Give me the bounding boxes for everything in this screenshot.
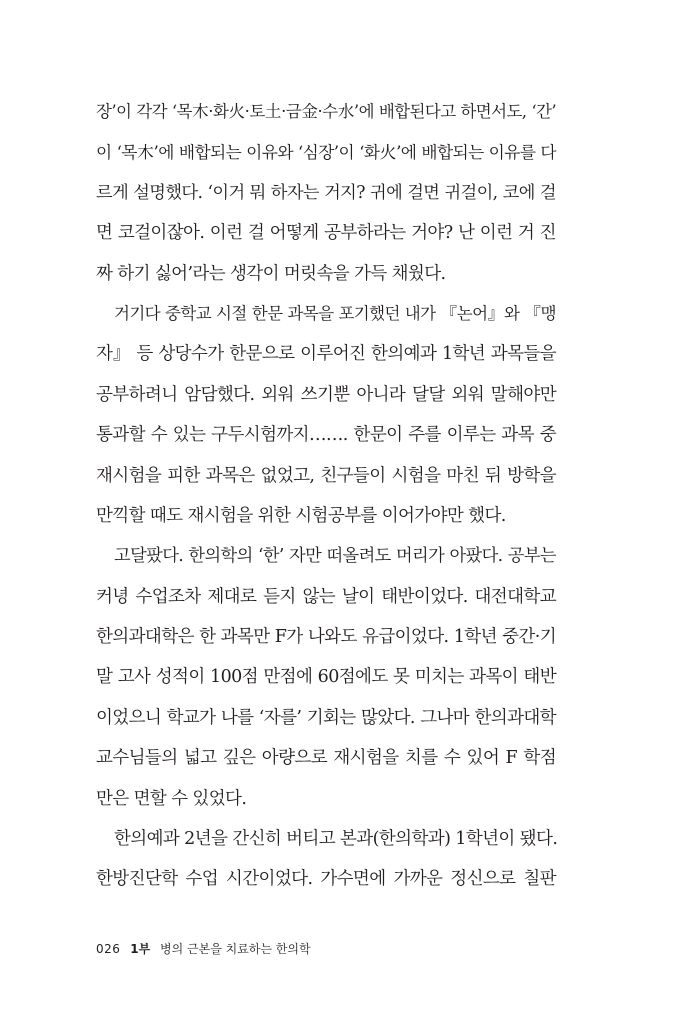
body-text — [96, 92, 556, 900]
paragraph — [96, 819, 556, 900]
text-line: 면 코걸이잖아. 이런 걸 어떻게 공부하라는 거야? 난 이런 거 진 — [96, 223, 556, 244]
page-footer — [96, 940, 311, 957]
text-line: 말 고사 성적이 100점 만점에 60점에도 못 미치는 과목이 태반 — [96, 667, 556, 688]
paragraph — [96, 536, 556, 819]
text-line: 만끽할 때도 재시험을 위한 시험공부를 이어가야만 했다. — [96, 505, 506, 526]
text-line: 교수님들의 넓고 깊은 아량으로 재시험을 치를 수 있어 F 학점 — [96, 748, 556, 769]
running-title: 병의 근본을 치료하는 한의학 — [160, 942, 311, 956]
text-line: 짜 하기 싫어’라는 생각이 머릿속을 가득 채웠다. — [96, 263, 446, 284]
text-line: 이 ‘목木’에 배합되는 이유와 ‘심장’이 ‘화火’에 배합되는 이유를 다 — [96, 142, 556, 163]
text-line: 한의예과 2년을 간신히 버티고 본과(한의학과) 1학년이 됐다. — [114, 829, 558, 850]
text-line: 르게 설명했다. ‘이거 뭐 하자는 거지? 귀에 걸면 귀걸이, 코에 걸 — [96, 182, 556, 203]
text-line: 커녕 수업조차 제대로 듣지 않는 날이 태반이었다. 대전대학교 — [96, 586, 556, 607]
text-line: 한의과대학은 한 과목만 F가 나와도 유급이었다. 1학년 중간·기 — [96, 627, 556, 648]
text-line: 이었으니 학교가 나를 ‘자를’ 기회는 많았다. 그나마 한의과대학 — [96, 707, 556, 728]
text-line: 만은 면할 수 있었다. — [96, 788, 247, 809]
text-line: 거기다 중학교 시절 한문 과목을 포기했던 내가 『논어』와 『맹 — [114, 303, 556, 323]
text-line: 공부하려니 암담했다. 외워 쓰기뿐 아니라 달달 외워 말해야만 — [96, 384, 556, 405]
paragraph — [96, 92, 556, 294]
text-line: 한방진단학 수업 시간이었다. 가수면에 가까운 정신으로 칠판 — [96, 869, 556, 890]
paragraph — [96, 294, 556, 536]
text-line: 재시험을 피한 과목은 없었고, 친구들이 시험을 마친 뒤 방학을 — [96, 465, 556, 486]
text-line: 자』 등 상당수가 한문으로 이루어진 한의예과 1학년 과목들을 — [96, 344, 556, 365]
text-line: 통과할 수 있는 구두시험까지……. 한문이 주를 이루는 과목 중 — [96, 425, 556, 446]
part-label: 1부 — [130, 942, 151, 956]
text-line: 장’이 각각 ‘목木·화火·토土·금金·수水’에 배합된다고 하면서도, ‘간’ — [96, 102, 556, 121]
text-line: 고달팠다. 한의학의 ‘한’ 자만 떠올려도 머리가 아팠다. 공부는 — [114, 546, 556, 567]
page-number: 026 — [96, 942, 121, 956]
